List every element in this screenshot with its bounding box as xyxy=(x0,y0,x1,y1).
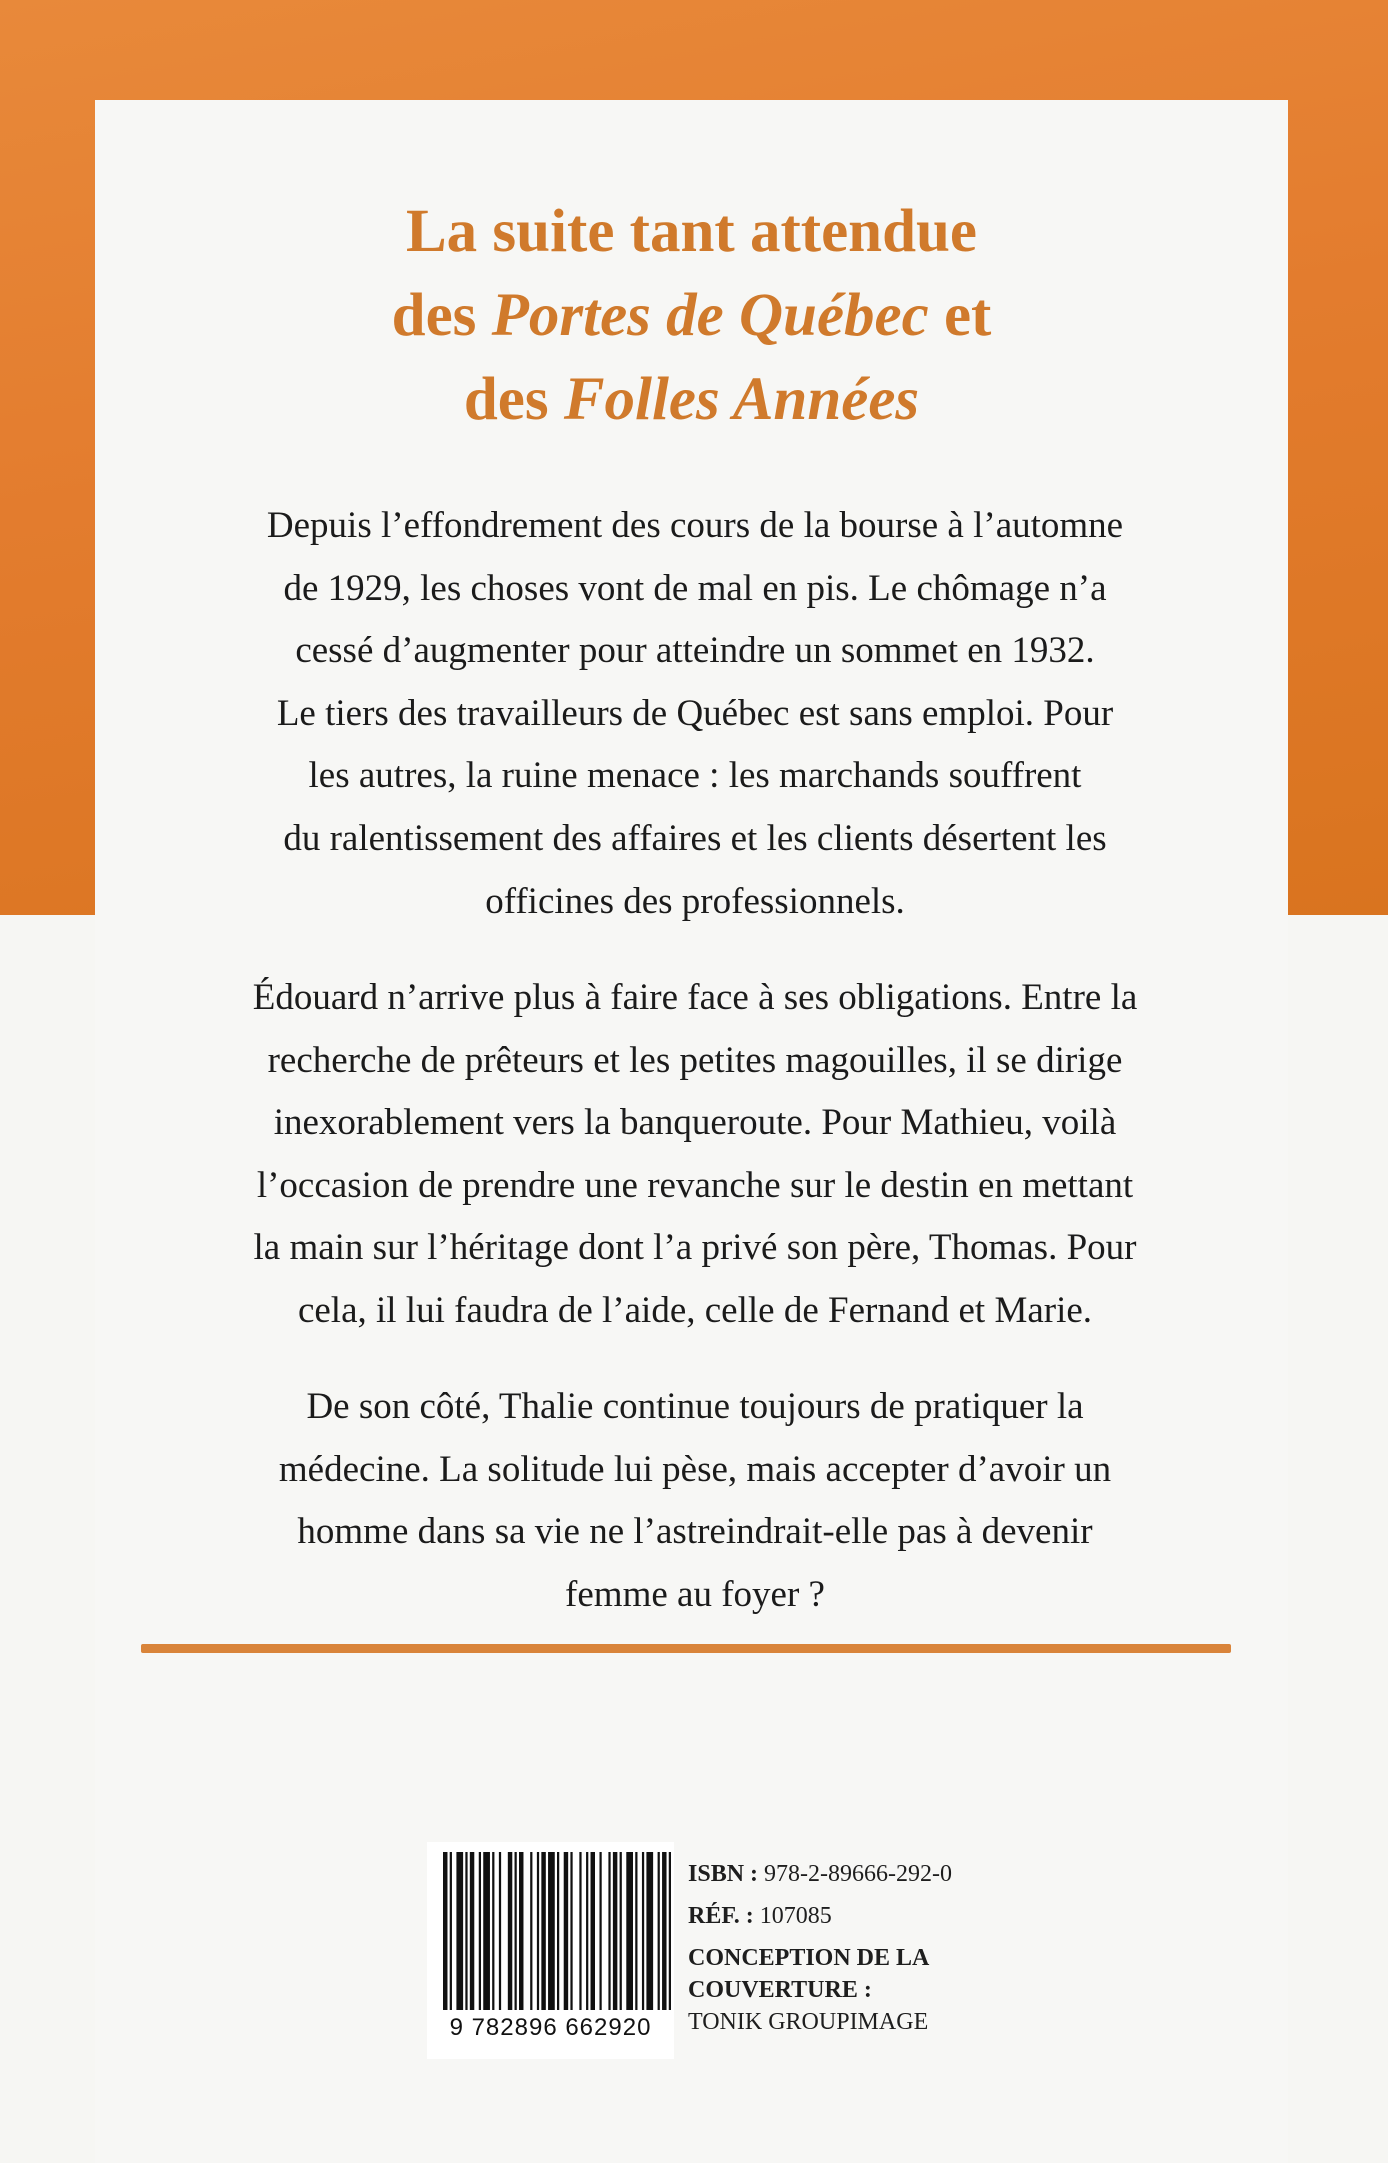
title-line-2-suffix: et xyxy=(928,282,992,349)
isbn-value: 978-2-89666-292-0 xyxy=(764,1861,952,1887)
paragraph-line: Depuis l’effondrement des cours de la bourse à l’automne xyxy=(266,505,1124,546)
title-line-3-prefix: des xyxy=(463,366,564,433)
title-line-1: La suite tant attendue xyxy=(405,198,978,265)
paragraph-line: Le tiers des travailleurs de Québec est sans emploi. Pour xyxy=(276,692,1114,734)
barcode-bar xyxy=(586,1852,588,2010)
paragraph-line: inexorablement vers la banqueroute. Pour Mathieu, voilà xyxy=(273,1102,1117,1144)
barcode-bar xyxy=(620,1852,622,2010)
barcode-bar xyxy=(557,1852,559,2010)
title-line-2 xyxy=(95,274,1288,358)
barcode-bar xyxy=(613,1852,617,2010)
barcode-bar xyxy=(646,1852,653,2010)
paragraph-line: recherche de prêteurs et les petites magouilles, il se dirige xyxy=(267,1039,1123,1081)
barcode-bar xyxy=(662,1852,666,2010)
paragraph-line: les autres, la ruine menace : les marchands souffrent xyxy=(308,755,1082,797)
paragraph-line: femme au foyer ? xyxy=(565,1573,825,1615)
paragraph-line: De son côté, Thalie continue toujours de pratiquer la xyxy=(306,1386,1084,1427)
paragraph-line: cela, il lui faudra de l’aide, celle de Fernand et Marie. xyxy=(297,1289,1093,1331)
title-folles-annees: Folles Années xyxy=(563,366,920,433)
paragraph-line: officines des professionnels. xyxy=(485,880,905,922)
barcode-bar xyxy=(564,1852,568,2010)
ref-row xyxy=(688,1900,952,1932)
barcode-bar xyxy=(608,1852,610,2010)
paragraph-line: du ralentissement des affaires et les clients désertent les xyxy=(283,817,1107,859)
ref-value: 107085 xyxy=(759,1903,832,1929)
paragraph-line: Édouard n’arrive plus à faire face à ses obligations. Entre la xyxy=(252,977,1138,1018)
title-portes-de-quebec: Portes de Québec xyxy=(491,282,929,349)
barcode-bar xyxy=(499,1852,501,2010)
barcode-bar xyxy=(450,1852,452,2010)
title-line-3 xyxy=(95,358,1288,442)
barcode-bar xyxy=(570,1852,572,2010)
barcode-bar xyxy=(456,1852,463,2010)
barcode-bars xyxy=(443,1852,671,2010)
barcode-bar xyxy=(642,1852,644,2010)
paragraph-line: de 1929, les choses vont de mal en pis. Le chômage n’a xyxy=(283,567,1107,609)
barcode-bar xyxy=(470,1852,474,2010)
barcode-bar xyxy=(479,1852,481,2010)
summary-paragraph-1 xyxy=(175,495,1215,933)
back-cover-title xyxy=(95,190,1288,442)
paragraph-line: homme dans sa vie ne l’astreindrait-elle pas à devenir xyxy=(297,1511,1093,1553)
paragraph-line: l’occasion de prendre une revanche sur le destin en mettant xyxy=(256,1164,1134,1206)
barcode-bar xyxy=(635,1852,637,2010)
paragraph-line: la main sur l’héritage dont l’a privé son père, Thomas. Pour xyxy=(253,1227,1137,1269)
barcode-bar xyxy=(599,1852,601,2010)
cover-design-label-line-2: COUVERTURE : xyxy=(688,1977,872,2003)
cover-design-value: TONIK GROUPIMAGE xyxy=(688,2009,929,2035)
ref-label: RÉF. : xyxy=(688,1903,754,1929)
orange-divider-rule xyxy=(141,1644,1231,1653)
cover-design-label-line-1: CONCEPTION DE LA xyxy=(688,1945,930,1971)
barcode-bar xyxy=(483,1852,490,2010)
paragraph-line: cessé d’augmenter pour atteindre un sommet en 1932. xyxy=(295,630,1095,672)
barcode-bar xyxy=(508,1852,512,2010)
barcode-bar xyxy=(579,1852,581,2010)
barcode-bar xyxy=(465,1852,467,2010)
isbn-barcode xyxy=(427,1842,674,2059)
barcode-bar xyxy=(541,1852,545,2010)
barcode-bar xyxy=(530,1852,532,2010)
isbn-row xyxy=(688,1858,952,1890)
barcode-bar xyxy=(548,1852,555,2010)
title-line-2-prefix: des xyxy=(391,282,492,349)
paragraph-line: médecine. La solitude lui pèse, mais accepter d’avoir un xyxy=(278,1448,1112,1490)
summary-paragraph-2 xyxy=(175,967,1215,1343)
barcode-bar xyxy=(519,1852,523,2010)
barcode-bar xyxy=(515,1852,517,2010)
barcode-bar xyxy=(492,1852,494,2010)
isbn-label: ISBN : xyxy=(688,1861,759,1887)
barcode-bar xyxy=(591,1852,595,2010)
barcode-digits: 9 782896 662920 xyxy=(449,2014,652,2041)
barcode-bar xyxy=(626,1852,633,2010)
summary-paragraph-3 xyxy=(175,1376,1215,1626)
barcode-bar xyxy=(658,1852,660,2010)
barcode-bar xyxy=(537,1852,539,2010)
book-info-block xyxy=(688,1858,952,2038)
barcode-bar xyxy=(443,1852,447,2010)
barcode-bar xyxy=(669,1852,671,2010)
